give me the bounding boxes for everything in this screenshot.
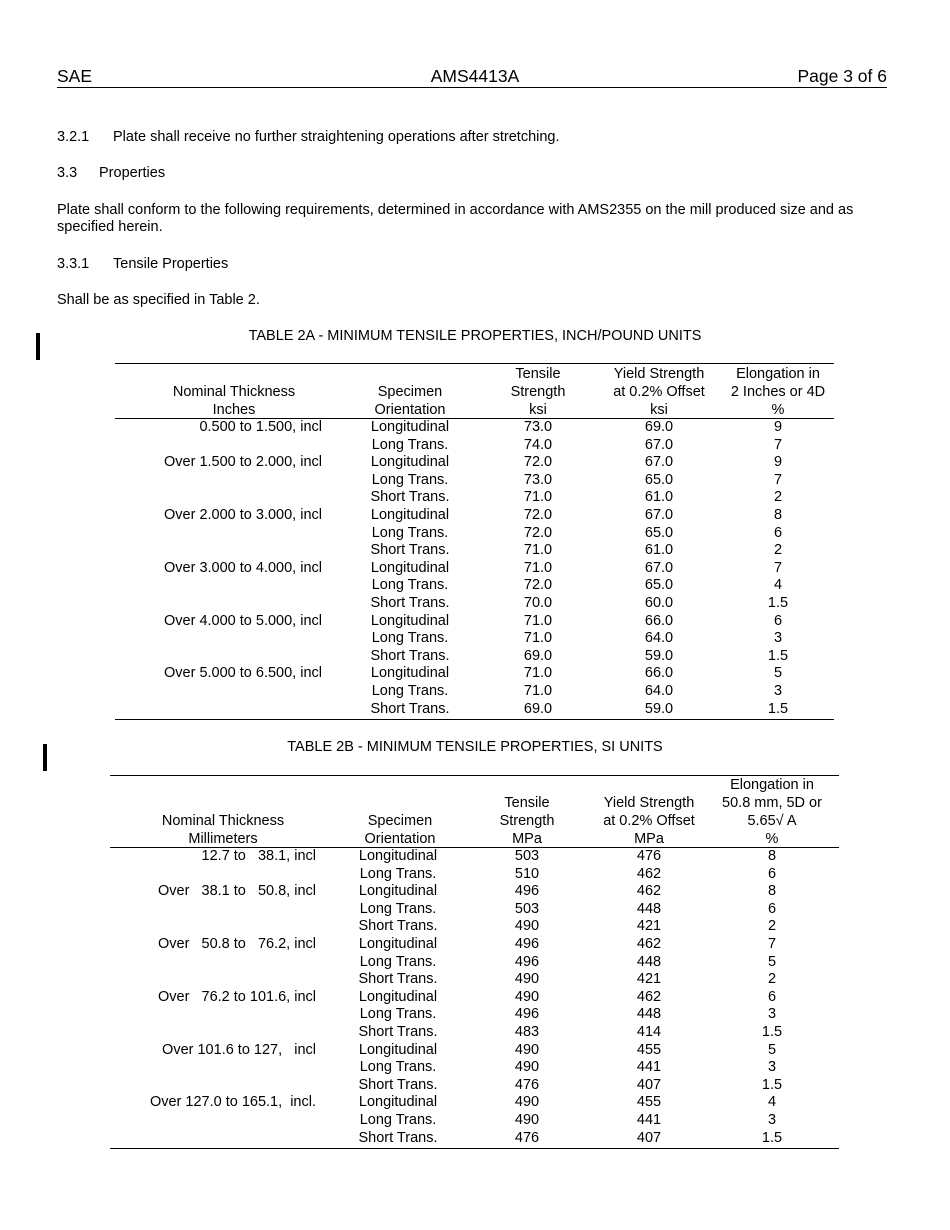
cell-orientation: Longitudinal <box>370 507 450 523</box>
cell-thickness: Over 50.8 to 76.2, incl <box>158 936 316 952</box>
header-left: SAE <box>57 66 93 86</box>
cell-orientation: Short Trans. <box>370 700 450 717</box>
cell-elongation: 1.5 <box>767 700 789 717</box>
cell-elongation: 1.5 <box>767 647 789 664</box>
cell-yield: 65.0 <box>644 577 674 594</box>
cell-yield: 462 <box>636 865 662 882</box>
cell-yield: 60.0 <box>644 595 674 611</box>
cell-tensile: 73.0 <box>523 419 553 435</box>
cell-yield: 66.0 <box>644 665 674 682</box>
cell-thickness: Over 2.000 to 3.000, incl <box>164 507 322 523</box>
cell-orientation: Longitudinal <box>370 454 450 471</box>
cell-yield: 448 <box>636 953 662 970</box>
header-line: % <box>771 402 785 418</box>
cell-tensile: 490 <box>514 1041 540 1058</box>
cell-orientation: Short Trans. <box>370 595 450 611</box>
cell-yield: 67.0 <box>644 454 674 471</box>
cell-yield: 67.0 <box>644 559 674 576</box>
header-line: 2 Inches or 4D <box>730 384 826 400</box>
cell-yield: 66.0 <box>644 612 674 629</box>
cell-elongation: 3 <box>767 1059 777 1076</box>
cell-yield: 414 <box>636 1024 662 1040</box>
cell-tensile: 71.0 <box>523 630 553 647</box>
header-page-number: Page 3 of 6 <box>797 66 887 86</box>
change-bar <box>43 744 47 771</box>
cell-yield: 476 <box>636 848 662 864</box>
header-line: Tensile <box>504 795 550 811</box>
cell-orientation: Longitudinal <box>370 665 450 682</box>
cell-orientation: Long Trans. <box>371 436 449 453</box>
section-heading: Tensile Properties <box>113 256 229 272</box>
table-2b-bottom-rule <box>110 1148 839 1149</box>
cell-elongation: 6 <box>773 612 783 629</box>
table-2b-header-thickness <box>123 812 323 848</box>
change-bar <box>36 333 40 360</box>
cell-elongation: 2 <box>767 971 777 988</box>
paragraph-3-3-1 <box>57 256 897 273</box>
cell-tensile: 503 <box>514 848 540 864</box>
cell-elongation: 1.5 <box>761 1076 783 1093</box>
cell-yield: 64.0 <box>644 683 674 699</box>
cell-orientation: Longitudinal <box>358 1094 438 1111</box>
header-line: Strength <box>510 384 566 400</box>
header-line: Yield Strength <box>603 795 695 811</box>
cell-elongation: 7 <box>773 559 783 576</box>
cell-elongation: 1.5 <box>761 1129 783 1146</box>
cell-elongation: 6 <box>767 988 777 1005</box>
cell-elongation: 1.5 <box>761 1024 783 1040</box>
cell-yield: 421 <box>636 971 662 988</box>
header-line: Elongation in <box>736 366 820 382</box>
header-line: Specimen <box>377 384 443 400</box>
cell-orientation: Long Trans. <box>371 471 449 488</box>
cell-tensile: 71.0 <box>523 665 553 682</box>
cell-elongation: 1.5 <box>767 595 789 611</box>
cell-elongation: 7 <box>767 936 777 952</box>
header-line: Elongation in <box>730 777 814 793</box>
cell-elongation: 8 <box>767 848 777 864</box>
cell-tensile: 490 <box>514 971 540 988</box>
cell-tensile: 69.0 <box>523 647 553 664</box>
cell-orientation: Long Trans. <box>371 683 449 699</box>
header-rule <box>57 87 887 88</box>
cell-thickness: Over 127.0 to 165.1, incl. <box>149 1094 316 1111</box>
cell-yield: 441 <box>636 1059 662 1076</box>
header-line: 5.65√ A <box>747 813 797 829</box>
cell-orientation: Long Trans. <box>359 1006 437 1023</box>
cell-yield: 69.0 <box>644 419 674 435</box>
cell-yield: 67.0 <box>644 507 674 523</box>
table-2a-header-yield <box>598 365 720 419</box>
cell-tensile: 71.0 <box>523 612 553 629</box>
cell-tensile: 72.0 <box>523 454 553 471</box>
cell-tensile: 503 <box>514 900 540 917</box>
header-line: at 0.2% Offset <box>603 813 695 829</box>
cell-orientation: Short Trans. <box>370 542 450 559</box>
header-line: MPa <box>634 831 664 847</box>
paragraph-3-3-body: Plate shall conform to the following requirements, determined in accordance with AMS2355 on the mill produced size and as specified herein. <box>57 202 854 235</box>
cell-tensile: 72.0 <box>523 507 553 523</box>
header-line: 50.8 mm, 5D or <box>722 795 822 811</box>
paragraph-3-3-1-body: Shall be as specified in Table 2. <box>57 292 260 308</box>
cell-orientation: Short Trans. <box>358 1076 438 1093</box>
cell-orientation: Long Trans. <box>359 1112 437 1128</box>
header-line: Orientation <box>374 402 446 418</box>
cell-elongation: 9 <box>773 419 783 435</box>
cell-tensile: 490 <box>514 1112 540 1128</box>
cell-tensile: 71.0 <box>523 542 553 559</box>
cell-tensile: 72.0 <box>523 524 553 541</box>
cell-yield: 448 <box>636 1006 662 1023</box>
cell-elongation: 5 <box>773 665 783 682</box>
cell-elongation: 8 <box>767 883 777 900</box>
cell-tensile: 490 <box>514 1094 540 1111</box>
cell-yield: 64.0 <box>644 630 674 647</box>
cell-orientation: Longitudinal <box>370 612 450 629</box>
cell-orientation: Longitudinal <box>358 883 438 900</box>
table-2a-header-thickness <box>134 383 334 419</box>
cell-thickness: Over 38.1 to 50.8, incl <box>158 883 316 900</box>
table-2a-header-elongation <box>718 365 838 419</box>
header-line: at 0.2% Offset <box>613 384 705 400</box>
section-number: 3.3.1 <box>57 256 90 272</box>
cell-yield: 462 <box>636 883 662 900</box>
cell-orientation: Long Trans. <box>371 630 449 647</box>
cell-tensile: 490 <box>514 988 540 1005</box>
header-line: Strength <box>499 813 555 829</box>
cell-elongation: 6 <box>767 900 777 917</box>
cell-tensile: 71.0 <box>523 683 553 699</box>
cell-yield: 65.0 <box>644 471 674 488</box>
cell-yield: 59.0 <box>644 700 674 717</box>
cell-thickness: Over 5.000 to 6.500, incl <box>164 665 322 682</box>
cell-tensile: 496 <box>514 1006 540 1023</box>
header-line: Yield Strength <box>613 366 705 382</box>
table-2b-header-elongation <box>710 776 834 848</box>
cell-tensile: 70.0 <box>523 595 553 611</box>
cell-yield: 448 <box>636 900 662 917</box>
cell-orientation: Short Trans. <box>370 647 450 664</box>
cell-yield: 462 <box>636 936 662 952</box>
cell-orientation: Long Trans. <box>371 524 449 541</box>
header-line: Specimen <box>367 813 433 829</box>
cell-elongation: 7 <box>773 436 783 453</box>
table-2a-bottom-rule <box>115 719 834 720</box>
cell-orientation: Longitudinal <box>358 1041 438 1058</box>
cell-thickness: Over 4.000 to 5.000, incl <box>164 612 322 629</box>
cell-elongation: 4 <box>773 577 783 594</box>
paragraph-3-2-1 <box>57 129 897 146</box>
cell-tensile: 490 <box>514 1059 540 1076</box>
cell-yield: 61.0 <box>644 542 674 559</box>
cell-orientation: Long Trans. <box>359 900 437 917</box>
table-2b-header-tensile <box>477 794 577 848</box>
cell-elongation: 3 <box>767 1006 777 1023</box>
cell-tensile: 74.0 <box>523 436 553 453</box>
section-text: Plate shall receive no further straightening operations after stretching. <box>113 129 560 145</box>
header-line: Orientation <box>364 831 436 847</box>
cell-tensile: 483 <box>514 1024 540 1040</box>
cell-elongation: 7 <box>773 471 783 488</box>
table-2b-header-orientation <box>330 812 470 848</box>
cell-thickness: Over 3.000 to 4.000, incl <box>164 559 322 576</box>
cell-tensile: 72.0 <box>523 577 553 594</box>
header-line: Nominal Thickness <box>172 384 296 400</box>
cell-elongation: 6 <box>767 865 777 882</box>
cell-orientation: Longitudinal <box>358 936 438 952</box>
header-line: Inches <box>212 402 256 418</box>
cell-orientation: Long Trans. <box>359 1059 437 1076</box>
header-line: Nominal Thickness <box>161 813 285 829</box>
cell-elongation: 2 <box>773 489 783 506</box>
cell-elongation: 5 <box>767 953 777 970</box>
cell-tensile: 71.0 <box>523 559 553 576</box>
cell-tensile: 496 <box>514 883 540 900</box>
cell-elongation: 2 <box>767 918 777 935</box>
cell-yield: 407 <box>636 1129 662 1146</box>
cell-yield: 407 <box>636 1076 662 1093</box>
cell-orientation: Longitudinal <box>370 419 450 435</box>
cell-tensile: 476 <box>514 1129 540 1146</box>
header-line: ksi <box>529 402 547 418</box>
cell-elongation: 8 <box>773 507 783 523</box>
cell-thickness: Over 101.6 to 127, incl <box>162 1041 316 1058</box>
cell-orientation: Long Trans. <box>371 577 449 594</box>
cell-elongation: 5 <box>767 1041 777 1058</box>
cell-yield: 455 <box>636 1041 662 1058</box>
cell-orientation: Short Trans. <box>358 1024 438 1040</box>
cell-elongation: 2 <box>773 542 783 559</box>
cell-yield: 65.0 <box>644 524 674 541</box>
cell-tensile: 71.0 <box>523 489 553 506</box>
cell-yield: 421 <box>636 918 662 935</box>
cell-yield: 59.0 <box>644 647 674 664</box>
section-number: 3.3 <box>57 165 78 181</box>
header-line: % <box>765 831 779 847</box>
cell-tensile: 73.0 <box>523 471 553 488</box>
table-2b-header-yield <box>588 794 710 848</box>
cell-elongation: 4 <box>767 1094 777 1111</box>
cell-orientation: Longitudinal <box>358 848 438 864</box>
cell-orientation: Longitudinal <box>370 559 450 576</box>
cell-orientation: Short Trans. <box>358 918 438 935</box>
header-line: MPa <box>512 831 542 847</box>
table-2a-header-tensile <box>488 365 588 419</box>
header-doc-number: AMS4413A <box>430 66 520 86</box>
cell-orientation: Short Trans. <box>358 1129 438 1146</box>
table-2b-caption: TABLE 2B - MINIMUM TENSILE PROPERTIES, SI UNITS <box>287 739 663 755</box>
cell-yield: 441 <box>636 1112 662 1128</box>
cell-thickness: 12.7 to 38.1, incl <box>201 848 316 864</box>
cell-tensile: 476 <box>514 1076 540 1093</box>
header-line: ksi <box>650 402 668 418</box>
cell-elongation: 6 <box>773 524 783 541</box>
cell-tensile: 510 <box>514 865 540 882</box>
paragraph-3-3 <box>57 165 897 182</box>
table-2a-header-orientation <box>340 383 480 419</box>
cell-orientation: Long Trans. <box>359 953 437 970</box>
table-2a-caption: TABLE 2A - MINIMUM TENSILE PROPERTIES, INCH/POUND UNITS <box>248 328 702 344</box>
cell-elongation: 3 <box>767 1112 777 1128</box>
header-line: Tensile <box>515 366 561 382</box>
section-heading: Properties <box>99 165 166 181</box>
cell-tensile: 496 <box>514 936 540 952</box>
cell-orientation: Short Trans. <box>370 489 450 506</box>
cell-tensile: 496 <box>514 953 540 970</box>
cell-tensile: 490 <box>514 918 540 935</box>
cell-orientation: Longitudinal <box>358 988 438 1005</box>
section-number: 3.2.1 <box>57 129 90 145</box>
cell-orientation: Short Trans. <box>358 971 438 988</box>
cell-yield: 61.0 <box>644 489 674 506</box>
table-2a-top-rule <box>115 363 834 364</box>
cell-yield: 462 <box>636 988 662 1005</box>
cell-elongation: 3 <box>773 683 783 699</box>
cell-elongation: 3 <box>773 630 783 647</box>
cell-tensile: 69.0 <box>523 700 553 717</box>
cell-elongation: 9 <box>773 454 783 471</box>
cell-orientation: Long Trans. <box>359 865 437 882</box>
cell-yield: 67.0 <box>644 436 674 453</box>
header-line: Millimeters <box>188 831 258 847</box>
cell-yield: 455 <box>636 1094 662 1111</box>
cell-thickness: 0.500 to 1.500, incl <box>199 419 322 435</box>
cell-thickness: Over 1.500 to 2.000, incl <box>164 454 322 471</box>
cell-thickness: Over 76.2 to 101.6, incl <box>158 988 316 1005</box>
